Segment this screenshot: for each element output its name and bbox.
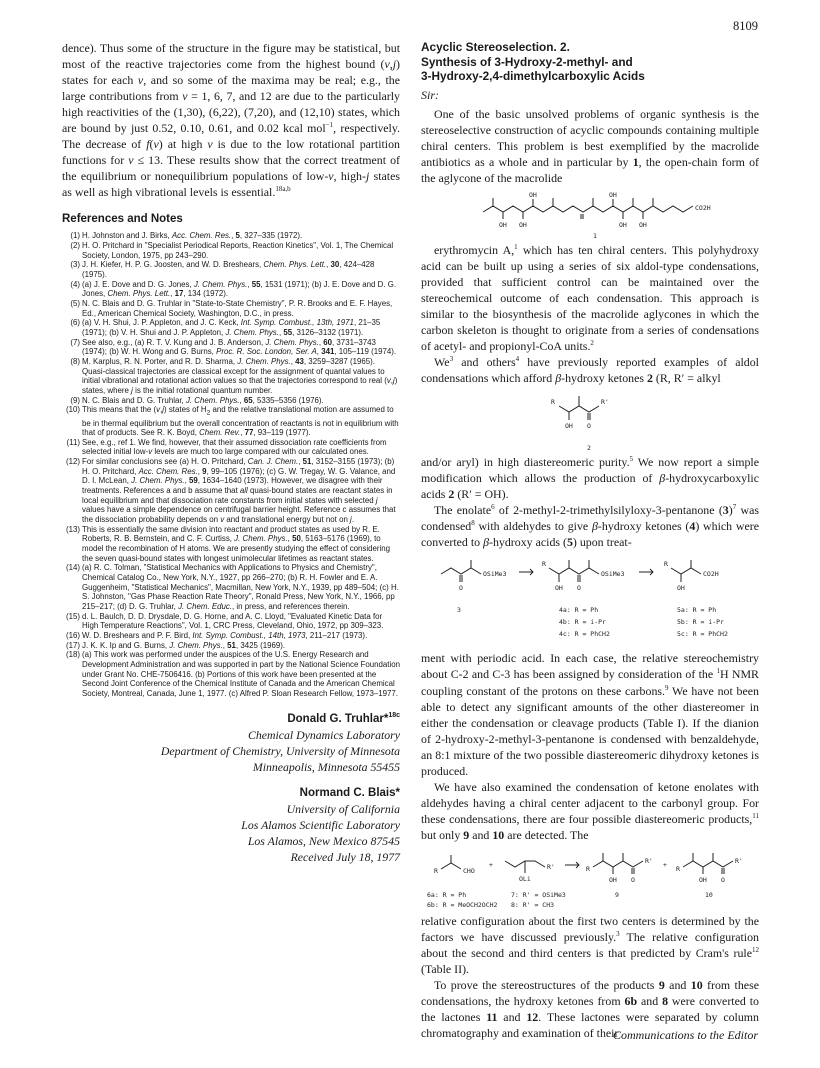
references-heading: References and Notes xyxy=(62,213,183,226)
left-column xyxy=(62,40,400,865)
reference-item xyxy=(62,563,400,611)
compound-label: 5b: R = i-Pr xyxy=(677,618,724,627)
reference-number: (15) xyxy=(65,611,80,621)
reference-item xyxy=(62,631,400,641)
o-label: O xyxy=(587,422,591,431)
o-label: O xyxy=(577,584,581,593)
oh-label: OH xyxy=(619,220,627,229)
r-prime-label: R' xyxy=(547,863,555,871)
compound-label: 6b: R = MeOCH2OCH2 xyxy=(427,901,498,909)
paragraph-5: The enolate$^6$ of 2-methyl-2-trimethylsilyloxy-3-pentanone $(3)^7$ was condensed$^8$ with aldehydes to give β-hydroxy ketones (4) which were converted to β-hydroxy acids (5) upon treat- xyxy=(421,503,759,550)
r-label: R xyxy=(434,867,438,875)
article-title-line: 3-Hydroxy-2,4-dimethylcarboxylic Acids xyxy=(421,69,645,83)
reference-number: (12) xyxy=(65,457,80,467)
reference-item xyxy=(62,650,400,698)
reference-number: (18) xyxy=(65,650,80,660)
paragraph-3: We$^3$ and others$^4$ have previously reported examples of aldol condensations which afford β-hydroxy ketones 2 (R, R′ = alkyl xyxy=(421,355,759,386)
page-number: 8109 xyxy=(733,19,758,33)
reference-number: (4) xyxy=(70,279,80,289)
reference-text: (a) J. E. Dove and D. G. Jones, J. Chem. Phys., 55, 1531 (1971); (b) J. E. Dove and D. G. Jones, Chem. Phys. Lett., 17, 134 (1972). xyxy=(82,279,397,299)
reference-number: (3) xyxy=(70,260,80,270)
reference-item xyxy=(62,338,400,357)
reference-number: (9) xyxy=(70,395,80,405)
reference-text: H. Johnston and J. Birks, Acc. Chem. Res., 5, 327–335 (1972). xyxy=(82,231,303,241)
silyl-label: OSiMe3 xyxy=(601,570,625,579)
received-date: Received July 18, 1977 xyxy=(290,849,400,864)
reference-text: (a) R. C. Tolman, "Statistical Mechanics with Applications to Physics and Chemistry", Chemical Catalog Co., New York, N.Y., 1927, pp 266–270; (b) R. H. Fowler and E. A. Guggenheim, "Statistical Mechanics", Macmillan, New York, N.Y., 1939, pp 489–504; (c) H. S. Johnston, "Gas Phase Reaction Rate Theory", Ronald Press, New York, N.Y., 1966, pp 215–217; (d) D. G. Truhlar, J. Chem. Educ., in press, and references therein. xyxy=(82,563,399,611)
reference-number: (8) xyxy=(70,357,80,366)
article-title-line: Synthesis of 3-Hydroxy-2-methyl- and xyxy=(421,54,633,69)
reference-number: (5) xyxy=(70,299,80,309)
reference-number: (13) xyxy=(65,524,80,534)
reference-item xyxy=(62,396,400,406)
compound-label: 4b: R = i-Pr xyxy=(559,618,606,627)
right-column xyxy=(421,40,759,1041)
oh-label: OH xyxy=(519,220,527,229)
o-label: O xyxy=(721,876,725,884)
reference-number: (10) xyxy=(65,405,80,415)
section-footer: Communications to the Editor xyxy=(613,1028,758,1042)
author-name: Normand C. Blais* xyxy=(299,786,400,799)
r-prime-label: R' xyxy=(601,398,609,407)
reference-text: W. D. Breshears and P. F. Bird, Int. Symp. Combust., 14th, 1973, 211–217 (1973). xyxy=(82,630,368,640)
r-label: R xyxy=(664,560,668,569)
r-label: R xyxy=(551,398,555,407)
compound-label: 6a: R = Ph xyxy=(427,891,467,899)
paragraph-9: To prove the stereostructures of the products 9 and 10 from these condensations, the hydroxy ketones from 6b and 8 were converted to the lactones 11 and 12. These lactones were separated by column chromatography and examination of their xyxy=(421,978,759,1041)
compound-label: 8: R' = CH3 xyxy=(511,901,555,909)
carbon-chain xyxy=(483,206,693,212)
silyl-label: OSiMe3 xyxy=(483,570,507,579)
oh-label: OH xyxy=(499,220,507,229)
compound-10-chain xyxy=(683,861,733,867)
compound-number: 2 xyxy=(587,444,591,453)
affiliation-line: Minneapolis, Minnesota 55455 xyxy=(252,759,400,774)
o-label: O xyxy=(631,876,635,884)
compound-5-chain xyxy=(671,568,701,574)
reference-item xyxy=(62,357,400,396)
reference-item xyxy=(62,641,400,651)
reference-text: J. K. K. Ip and G. Burns, J. Chem. Phys., 51, 3425 (1969). xyxy=(82,640,286,650)
compound-4-chain xyxy=(549,568,599,574)
reference-text: N. C. Blais and D. G. Truhlar, J. Chem. Phys., 65, 5335–5356 (1976). xyxy=(82,395,324,405)
plus-sign: + xyxy=(663,861,667,869)
reference-number: (6) xyxy=(70,318,80,328)
scheme-6-to-10-diagram xyxy=(421,843,759,913)
compound-number: 10 xyxy=(705,891,713,899)
reference-text: d. L. Baulch, D. D. Drysdale, D. G. Horne, and A. C. Lloyd, "Evaluated Kinetic Data for High Temperature Reactions", Vol. 1, CRC Press, Cleveland, Ohio, 1972, pp 309–323. xyxy=(82,611,384,631)
salutation: Sir: xyxy=(421,87,439,102)
reference-text: This is essentially the same division into reactant and product states as used by R. E. Roberts, R. B. Bernstein, and C. F. Curtiss, J. Chem. Phys., 50, 5163–5176 (1969), to model the recombination of H atoms. We are presently studying the effect of considering the seven quasi-bound states with longest unimolecular lifetimes as reactant states. xyxy=(82,524,391,563)
compound-label: 7: R' = OSiMe3 xyxy=(511,891,566,899)
paragraph-1: One of the basic unsolved problems of organic synthesis is the stereoselective construction of acyclic compounds containing multiple chiral centers. This problem is best exemplified by the macrolide antibiotics as a whole and in particular by 1, the open-chain form of the aglycone of the macrolide xyxy=(421,106,760,185)
r-prime-label: R' xyxy=(735,857,743,865)
compound-number: 9 xyxy=(615,891,619,899)
paragraph-6: ment with periodic acid. In each case, the relative stereochemistry about C-2 and C-3 has been assigned by consideration of the $^1$H NMR coupling constant of the protons on these carbons.$^9$ We have not been able to detect any significant amounts of the other diastereomer in either the condensation or cleavage products (Table I). If the dianion of 2-hydroxy-2-methyl-3-pentanone is condensed with benzaldehyde, an 8:1 mixture of the two possible diastereomeric dihydroxy ketones is produced. xyxy=(421,651,759,778)
reference-item xyxy=(62,457,400,525)
oh-label: OH xyxy=(565,422,573,431)
reference-text: (a) This work was performed under the auspices of the U.S. Energy Research and Development Administration and was supported in part by the National Science Foundation under Grant No. CHE-7506416. (b) Portions of this work have been presented at the Second Joint Conference of the Chemical Institute of Canada and the American Chemical Society, Montreal, Canada, June 1, 1977. (c) Alfred P. Sloan Research Fellow, 1973–1977. xyxy=(82,650,401,698)
paragraph-2: erythromycin A,$^1$ which has ten chiral centers. This polyhydroxy acid can be built up using a series of six aldol-type condensations, provided that sufficient control can be maintained over the stereochemical outcome of each condensation. This approach is similar to the biosynthesis of the macrolide aglycones in which the carbon skeleton is thought to originate from a series of condensations of acetyl- and propionyl-CoA units.$^2$ xyxy=(421,242,759,354)
affiliation-line: Chemical Dynamics Laboratory xyxy=(247,727,400,742)
reference-number: (11) xyxy=(66,437,80,447)
r-label: R xyxy=(542,560,546,569)
reference-text: J. H. Kiefer, H. P. G. Joosten, and W. D. Breshears, Chem. Phys. Lett., 30, 424–428 (1975). xyxy=(82,260,375,280)
reference-text: This means that the (v,j) states of $H_2$ and the relative translational motion are assumed to be in thermal equilibrium but the overall concentration of reactants is not in equilibrium with that of products. See R. K. Boyd, Chem. Rev., 77, 93–119 (1977). xyxy=(82,405,399,438)
plus-sign: + xyxy=(489,861,493,869)
compound-6-chain xyxy=(441,863,461,869)
reference-text: H. O. Pritchard in "Specialist Periodical Reports, Reaction Kinetics", Vol. 1, The Chemical Society, London, 1975, pp 243–290. xyxy=(82,241,394,260)
reference-item xyxy=(62,260,400,279)
reference-item xyxy=(62,612,400,631)
reference-item xyxy=(62,405,400,438)
oh-label: OH xyxy=(699,876,707,884)
reference-item xyxy=(62,241,400,260)
oh-label: OH xyxy=(639,220,647,229)
reference-text: For similar conclusions see (a) H. O. Pritchard, Can. J. Chem., 51, 3152–3155 (1973); (b) H. O. Pritchard, Acc. Chem. Res., 9, 99–105 (1976); (c) G. W. Tregay, W. G. Valance, and D. I. McLean, J. Chem. Phys., 59, 1634–1640 (1973). However, we disagree with their treatments. References a and b assume that all quasi-bound states are reactant states in local equilibrium and that dissociation rate constants from initial states with selected j values have a simple dependence on centrifugal barrier height. Reference c assumes that the dissociation probability depends on v and translational energy but not on j. xyxy=(82,457,396,525)
reference-number: (17) xyxy=(65,640,80,650)
r-prime-label: R' xyxy=(645,857,653,865)
scheme-3-to-5-diagram xyxy=(421,550,759,650)
reference-number: (2) xyxy=(70,241,80,251)
reference-number: (7) xyxy=(70,337,80,347)
compound-number: 3 xyxy=(457,606,461,615)
references-list xyxy=(62,231,400,698)
reference-number: (16) xyxy=(65,630,80,640)
carboxyl-label: CO2H xyxy=(695,203,711,212)
reference-text: See, e.g., ref 1. We find, however, that their assumed dissociation rate coefficients from selected initial low-v levels are much too large compared with our calculated ones. xyxy=(82,437,387,457)
author-name: Donald G. Truhlar*$^{18c}$ xyxy=(287,711,400,725)
compound-9-chain xyxy=(593,861,643,867)
reference-item xyxy=(62,299,400,318)
reference-text: (a) V. H. Shui, J. P. Appleton, and J. C. Keck, Int. Symp. Combust., 13th, 1971, 21–35 (1971); (b) V. H. Shui and J. P. Appleton, J. Chem. Phys., 55, 3126–3132 (1971). xyxy=(82,318,381,338)
oh-label: OH xyxy=(677,584,685,593)
compound-label: 5a: R = Ph xyxy=(677,606,717,615)
article-title-line: Acyclic Stereoselection. 2. xyxy=(421,40,570,54)
affiliation-line: Department of Chemistry, University of Minnesota xyxy=(160,743,400,758)
reference-text: See also, e.g., (a) R. T. V. Kung and J. B. Anderson, J. Chem. Phys., 60, 3731–3743 (1974); (b) W. H. Wong and G. Burns, Proc. R. Soc. London, Ser. A, 341, 105–119 (1974). xyxy=(82,337,397,357)
signature-truhlar xyxy=(62,711,400,775)
paragraph-7: We have also examined the condensation of ketone enolates with aldehydes having a chiral center adjacent to the carbonyl group. For these condensations, there are four possible diastereomeric products,$^{11}$ but only 9 and 10 are detected. The xyxy=(421,779,759,842)
structure-2-diagram xyxy=(421,386,759,454)
affiliation-line: Los Alamos Scientific Laboratory xyxy=(241,817,400,832)
aldehyde-label: CHO xyxy=(463,867,475,875)
intro-paragraph: dence). Thus some of the structure in the figure may be statistical, but most of the reactive trajectories come from the highest bound (v,j) states for each v, and so some of the maxima may be real; e.g., the large contributions from v = 1, 6, 7, and 12 are due to the particularly high reactivities of the (1,30), (6,22), (7,20), and (12,10) states, which are bound by just 0.52, 0.10, 0.61, and 0.02 kcal mol$^{-1}$, respectively. The decrease of f(v) at high v is due to the low rotational partition functions for v ≤ 13. These results show that the correct treatment of the equilibrium or nonequilibrium populations of low-v, high-j states as well as high vibrational levels is essential.$^{18a,b}$ xyxy=(62,41,401,200)
affiliation-line: Los Alamos, New Mexico 87545 xyxy=(247,833,400,848)
r-label: R xyxy=(586,865,590,873)
signature-blais xyxy=(62,785,400,865)
reference-number: (1) xyxy=(70,231,80,241)
oli-label: OLi xyxy=(519,875,531,883)
compound-label: 4a: R = Ph xyxy=(559,606,599,615)
reference-item xyxy=(62,525,400,564)
oh-label: OH xyxy=(609,190,617,199)
o-label: O xyxy=(459,584,463,593)
reference-text: M. Karplus, R. N. Porter, and R. D. Sharma, J. Chem. Phys., 43, 3259–3287 (1965). Quasi-classical trajectories are classical except for the assignment of quantal values to initial vibrational and rotational action values so that the trajectories correspond to real (v,j) states, where j is the initial rotational quantum number. xyxy=(82,357,398,395)
reference-item xyxy=(62,280,400,299)
compound-label: 5c: R = PhCH2 xyxy=(677,630,728,639)
reference-number: (14) xyxy=(65,563,80,573)
affiliation-line: University of California xyxy=(286,801,400,816)
oh-label: OH xyxy=(609,876,617,884)
carbon-chain xyxy=(559,406,599,412)
compound-number: 1 xyxy=(593,231,597,240)
r-label: R xyxy=(676,865,680,873)
paragraph-4: and/or aryl) in high diastereomeric purity.$^5$ We now report a simple modification which allows the production of β-hydroxycarboxylic acids 2 (R′ = OH). xyxy=(421,455,759,502)
compound-label: 4c: R = PhCH2 xyxy=(559,630,610,639)
oh-label: OH xyxy=(555,584,563,593)
reference-text: N. C. Blais and D. G. Truhlar in "State-to-State Chemistry", P. R. Brooks and E. F. Hayes, Ed., American Chemical Society, Washington, D.C., in press. xyxy=(82,299,393,318)
reference-item xyxy=(62,318,400,337)
compound-3-chain xyxy=(441,568,481,574)
carboxyl-label: CO2H xyxy=(703,570,719,579)
oh-label: OH xyxy=(529,190,537,199)
reference-item xyxy=(62,438,400,457)
structure-1-diagram xyxy=(421,186,759,242)
reference-item xyxy=(62,231,400,241)
paragraph-8: relative configuration about the first two centers is determined by the factors we have discussed previously.$^3$ The relative configuration about the second and third centers is that predicted by Cram's rule$^{12}$ (Table II). xyxy=(421,914,759,977)
